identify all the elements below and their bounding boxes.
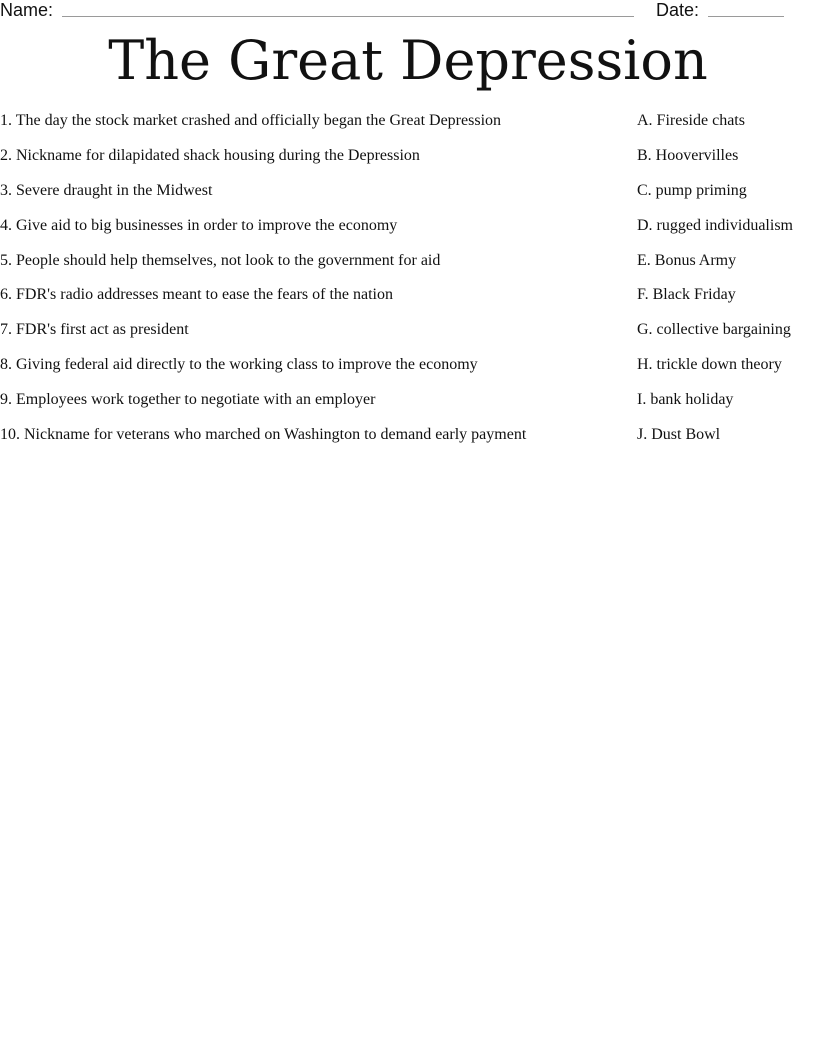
answer-item: C. pump priming [637,181,747,199]
worksheet-title: The Great Depression [108,29,708,92]
name-blank-line [62,16,634,17]
question-item: 2. Nickname for dilapidated shack housing during the Depression [0,146,420,164]
question-item: 9. Employees work together to negotiate with an employer [0,391,376,409]
question-item: 1. The day the stock market crashed and officially began the Great Depression [0,112,502,129]
date-label: Date: [656,0,700,20]
question-item: 10. Nickname for veterans who marched on Washington to demand early payment [0,426,527,444]
name-label: Name: [0,0,54,20]
worksheet-header [0,0,816,24]
answer-item: F. Black Friday [637,286,736,304]
question-item: 5. People should help themselves, not look to the government for aid [0,251,441,269]
question-item: 6. FDR's radio addresses meant to ease the fears of the nation [0,286,393,304]
question-list [0,112,620,461]
answer-item: G. collective bargaining [637,321,791,339]
answer-item: J. Dust Bowl [637,426,721,444]
question-item: 7. FDR's first act as president [0,321,189,339]
question-item: 4. Give aid to big businesses in order to improve the economy [0,216,398,234]
answer-item: I. bank holiday [637,391,734,409]
answer-list [637,112,816,461]
question-item: 8. Giving federal aid directly to the working class to improve the economy [0,356,478,374]
answer-item: H. trickle down theory [637,356,782,374]
answer-item: A. Fireside chats [637,112,745,129]
answer-item: D. rugged individualism [637,216,793,234]
date-blank-line [708,16,784,17]
question-item: 3. Severe draught in the Midwest [0,181,213,199]
answer-item: E. Bonus Army [637,251,737,269]
answer-item: B. Hoovervilles [637,146,739,164]
